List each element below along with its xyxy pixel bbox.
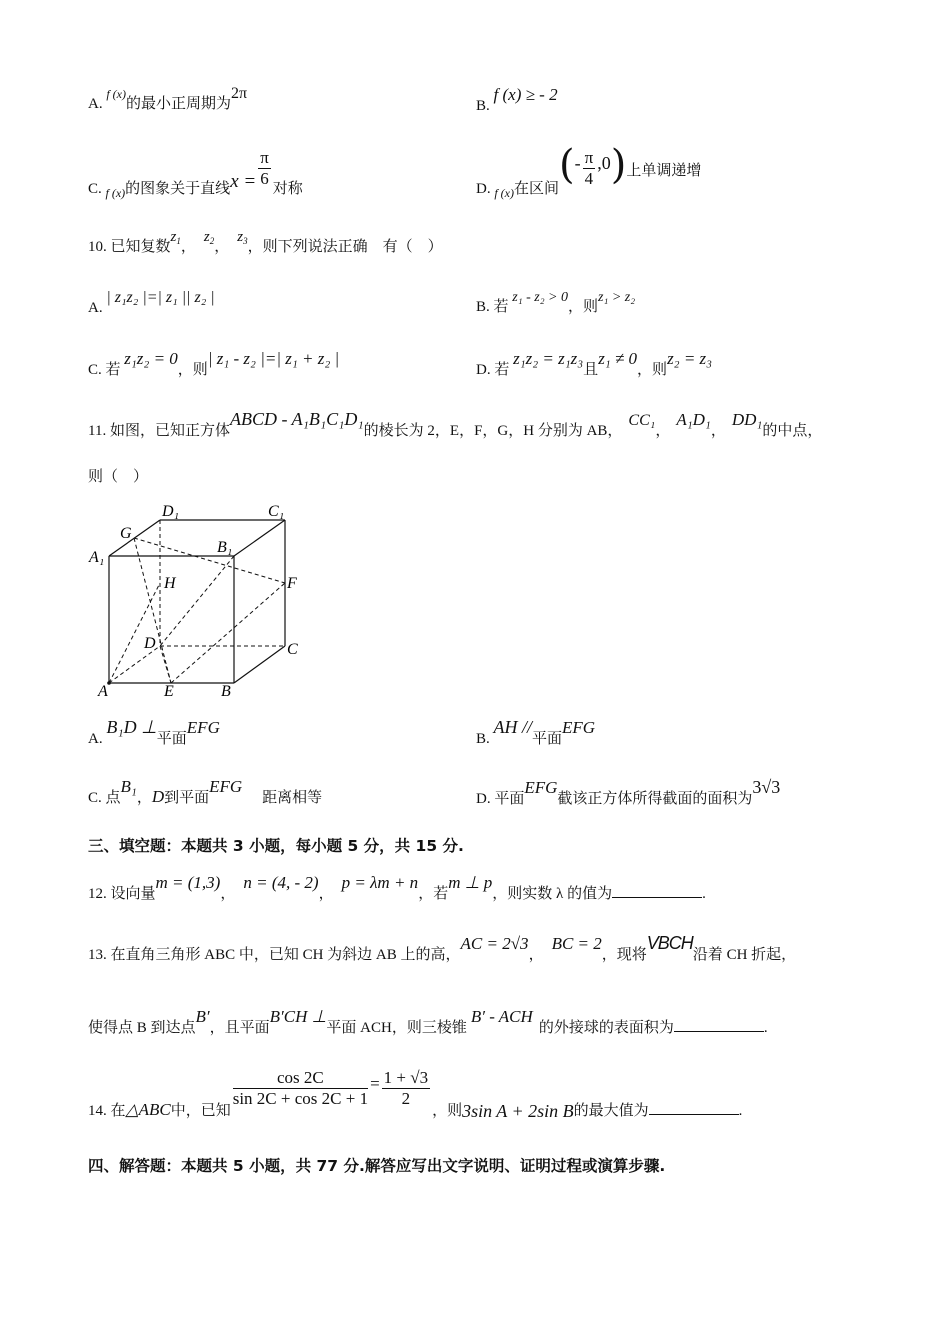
math-plane: EFG xyxy=(186,718,220,737)
math-expr: = xyxy=(370,1074,380,1094)
math-expr: x = xyxy=(230,171,257,193)
option-text: 截该正方体所得截面的面积为 xyxy=(557,791,753,807)
option-text: 对称 xyxy=(272,181,303,198)
label-a1: A₁ xyxy=(89,549,105,566)
label-d1: D₁ xyxy=(162,503,180,520)
math-expr: z₁z₂ = z₁z₃ xyxy=(513,349,584,368)
q10-option-d xyxy=(476,349,713,378)
edge-bc xyxy=(234,646,285,683)
math-point: D xyxy=(151,787,165,806)
q11-option-a xyxy=(88,717,220,747)
math-expr: z₁ ≠ 0 xyxy=(598,349,638,368)
math-expr: | z₁z₂ |=| z₁ || z₂ | xyxy=(106,289,215,306)
var: z xyxy=(237,229,244,245)
option-label: B. 若 xyxy=(476,299,509,315)
q10-option-b xyxy=(476,290,636,315)
option-text: 距离相等 xyxy=(262,790,323,806)
math-z2: $z_2$ xyxy=(203,229,215,246)
var: z xyxy=(170,229,177,245)
math-plane: EFG xyxy=(209,777,243,796)
question-text: 的中点， xyxy=(762,423,823,439)
question-text: ，则下列说法正确 有（ ） xyxy=(247,239,443,255)
question-text: . xyxy=(738,1103,743,1120)
math-expr: VBCH xyxy=(646,933,693,953)
math-plane: EFG xyxy=(524,778,558,797)
question-text: 的最大值为 xyxy=(573,1103,649,1120)
q9-option-c xyxy=(88,148,303,201)
math-expr: B′CH ⊥ xyxy=(269,1007,327,1026)
option-text: 平面 xyxy=(156,731,187,747)
question-text: ，现将 xyxy=(601,947,647,963)
math-z3: $z_3$ xyxy=(237,229,248,246)
option-text: 的最小正周期为 xyxy=(126,96,232,112)
option-text: 且 xyxy=(583,362,599,378)
math-expr: z₁ > z₂ xyxy=(598,290,636,305)
math-plane: EFG xyxy=(562,718,596,737)
q9-option-b xyxy=(476,85,558,114)
q10-stem: 10. 已知复数$z_1$，$z_2$，$z_3$，则下列说法正确 有（ ） xyxy=(88,229,443,255)
label-b: B xyxy=(221,683,231,700)
option-label: B. xyxy=(476,731,490,747)
option-text: ，则 xyxy=(568,299,599,315)
question-text: . xyxy=(702,886,706,902)
option-text: 的图象关于直线 xyxy=(125,181,231,198)
math-expr: p = λm + n xyxy=(341,873,419,892)
math-expr: BC = 2 xyxy=(551,934,602,953)
option-label: A. xyxy=(88,731,103,747)
math-expr: A₁D₁ xyxy=(676,410,711,429)
denominator: 6 xyxy=(260,168,269,188)
option-label: C. xyxy=(88,181,102,198)
cube-figure xyxy=(82,498,312,704)
fraction xyxy=(583,148,596,188)
q11-stem-line2: 则（ ） xyxy=(88,469,149,485)
denominator: 2 xyxy=(401,1088,411,1108)
math-expr: 3sin A + 2sin B xyxy=(462,1101,574,1122)
label-a: A xyxy=(98,683,108,700)
line-ah xyxy=(109,583,160,683)
label-c: C xyxy=(287,641,298,658)
question-text: 的棱长为 2，E，F，G，H 分别为 AB， xyxy=(363,423,623,439)
question-text: 中，已知 xyxy=(170,1103,231,1120)
q10-option-c xyxy=(88,349,340,378)
label-f: F xyxy=(287,575,297,592)
math-expr: △ABC xyxy=(125,1100,171,1120)
math-expr: B′ - ACH xyxy=(470,1007,533,1026)
fraction xyxy=(382,1068,430,1108)
question-text: ，则 xyxy=(432,1103,463,1120)
math-expr: AC = 2√3 xyxy=(460,934,529,953)
line-gf xyxy=(134,538,285,583)
line-b1d xyxy=(160,556,234,646)
math-expr: | z₁ - z₂ |=| z₁ + z₂ | xyxy=(207,349,340,368)
math-expr: m = (1,3) xyxy=(155,873,221,892)
q12: 12. 设向量m = (1,3)，n = (4, - 2)，p = λm + n，若m ⊥ p，则实数 λ 的值为 . xyxy=(88,873,706,902)
math-fx: f (x) xyxy=(105,186,126,201)
line-ef xyxy=(171,583,285,683)
var: z xyxy=(203,229,210,245)
q11-stem: 11. 如图，已知正方体ABCD - A₁B₁C₁D₁的棱长为 2，E，F，G，H 分别为 AB，CC₁，A₁D₁，DD₁的中点， xyxy=(88,409,823,439)
question-text: 10. 已知复数 xyxy=(88,239,171,255)
question-text: ，且平面 xyxy=(209,1020,270,1036)
option-label: D. xyxy=(476,181,491,198)
question-text: 的外接球的表面积为 xyxy=(538,1020,674,1036)
answer-blank[interactable] xyxy=(612,896,702,898)
label-b1: B₁ xyxy=(217,539,233,556)
right-paren: ) xyxy=(610,142,627,189)
option-text: 上单调递增 xyxy=(626,163,702,180)
numerator: 1 + √3 xyxy=(383,1068,429,1087)
math-expr: z₁ - z₂ > 0 xyxy=(512,290,569,305)
math-expr: B₁D ⊥ xyxy=(106,717,157,737)
question-text: 沿着 CH 折起， xyxy=(692,947,797,963)
option-label: B. xyxy=(476,98,490,114)
fraction xyxy=(233,1068,368,1108)
answer-blank[interactable] xyxy=(674,1030,764,1032)
label-c1: C₁ xyxy=(268,503,285,520)
q11-option-b xyxy=(476,717,596,747)
option-text: ，则 xyxy=(637,362,668,378)
section-heading-fill-in: 三、填空题：本题共 3 小题，每小题 5 分，共 15 分. xyxy=(88,837,464,855)
q14 xyxy=(88,1068,743,1122)
option-label: D. 若 xyxy=(476,362,510,378)
math-fx: f (x) xyxy=(494,186,514,201)
math-value: 3√3 xyxy=(752,777,781,797)
edge-b1c1 xyxy=(234,520,285,556)
math-expr: z₁z₂ = 0 xyxy=(124,349,178,368)
math-expr: B′ xyxy=(195,1007,210,1026)
option-text: 到平面 xyxy=(164,790,210,806)
math-z1: $z_1$ xyxy=(170,229,181,246)
q11-option-d xyxy=(476,777,781,807)
option-text: 在区间 xyxy=(514,181,560,198)
q13-line1: 13. 在直角三角形 ABC 中，已知 CH 为斜边 AB 上的高，AC = 2√3，BC = 2，现将VBCH沿着 CH 折起， xyxy=(88,933,797,963)
fraction xyxy=(258,148,271,188)
q9-option-a xyxy=(88,85,248,112)
option-label: C. 若 xyxy=(88,362,121,378)
math-expr: ,0 xyxy=(597,153,611,174)
math-expr: n = (4, - 2) xyxy=(243,873,319,892)
option-label: D. 平面 xyxy=(476,791,525,807)
math-expr: m ⊥ p xyxy=(448,873,493,892)
math-expr: CC₁ xyxy=(628,412,656,429)
q13-line2 xyxy=(88,1007,768,1036)
q10-option-a xyxy=(88,289,215,316)
q9-option-d xyxy=(476,142,702,201)
label-g: G xyxy=(120,525,132,542)
label-e: E xyxy=(164,683,174,700)
denominator: sin 2C + cos 2C + 1 xyxy=(232,1088,369,1108)
label-h: H xyxy=(164,575,176,592)
math-expr: ABCD - A₁B₁C₁D₁ xyxy=(229,409,364,429)
option-label: A. xyxy=(88,300,103,316)
question-text: 12. 设向量 xyxy=(88,886,156,902)
question-text: . xyxy=(763,1020,768,1036)
left-paren: ( xyxy=(559,142,575,189)
option-label: A. xyxy=(88,96,103,112)
section-heading-solutions: 四、解答题：本题共 5 小题，共 77 分.解答应写出文字说明、证明过程或演算步骤. xyxy=(88,1157,666,1175)
math-fx: f (x) xyxy=(106,87,126,101)
math-expr: - xyxy=(574,153,581,174)
question-text: 13. 在直角三角形 ABC 中，已知 CH 为斜边 AB 上的高， xyxy=(88,947,461,963)
question-text: ，若 xyxy=(418,886,449,902)
option-label: C. 点 xyxy=(88,790,121,806)
label-d: D xyxy=(144,635,156,652)
math-point: B₁ xyxy=(120,777,137,796)
option-text: ，则 xyxy=(177,362,208,378)
numerator: cos 2C xyxy=(233,1068,368,1089)
option-text: 平面 xyxy=(532,731,563,747)
numerator: π xyxy=(584,148,594,167)
numerator: π xyxy=(260,148,269,167)
q11-option-c: C. 点B₁，D到平面EFG距离相等 xyxy=(88,777,323,806)
math-value: 2π xyxy=(231,85,248,102)
question-text: ，则实数 λ 的值为 xyxy=(492,886,613,902)
question-text: 14. 在 xyxy=(88,1103,126,1120)
math-expr: DD₁ xyxy=(731,410,763,429)
math-expr: AH // xyxy=(493,717,533,737)
question-text: 11. 如图，已知正方体 xyxy=(88,423,230,439)
answer-blank[interactable] xyxy=(649,1113,739,1115)
question-text: 使得点 B 到达点 xyxy=(88,1020,196,1036)
math-expr: f (x) ≥ - 2 xyxy=(493,85,558,104)
question-text: 平面 ACH，则三棱锥 xyxy=(326,1020,467,1036)
denominator: 4 xyxy=(584,168,594,188)
math-expr: z₂ = z₃ xyxy=(667,349,713,368)
